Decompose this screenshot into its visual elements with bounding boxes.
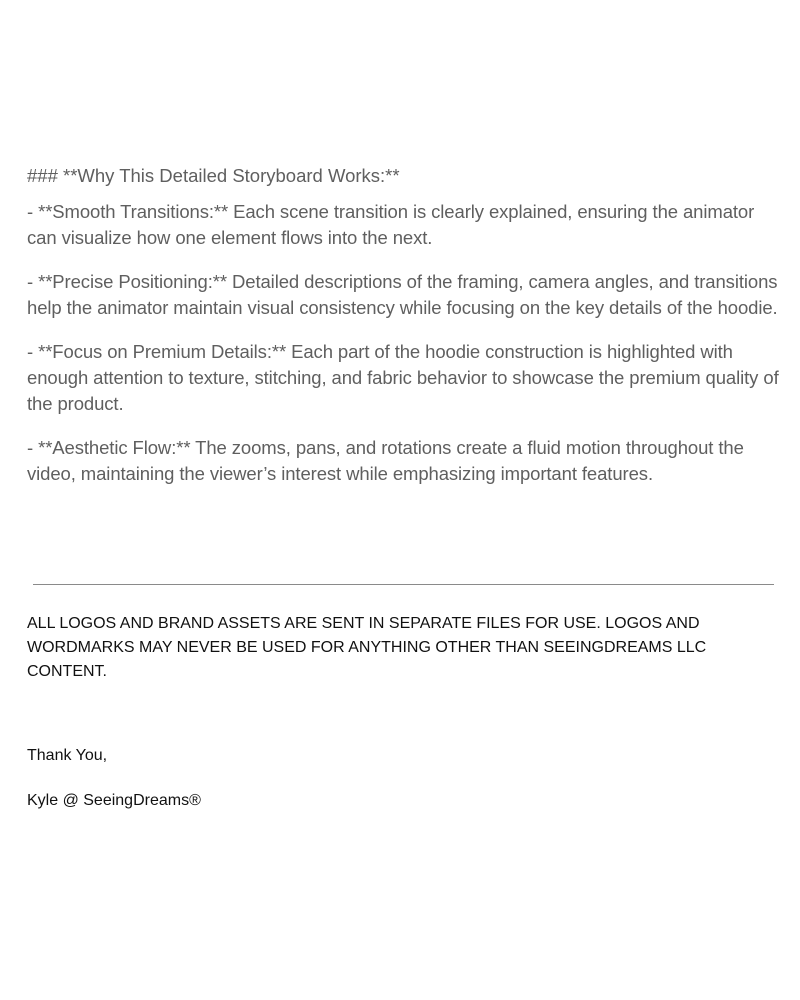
closing-thanks: Thank You, bbox=[27, 747, 108, 764]
signature: Kyle @ SeeingDreams® bbox=[27, 792, 201, 809]
section-heading: ### **Why This Detailed Storyboard Works:** bbox=[27, 165, 400, 186]
paragraph-precise-positioning: - **Precise Positioning:** Detailed descriptions of the framing, camera angles, and transitions help the animator maintain visual consistency while focusing on the key details of the hoodie. bbox=[27, 271, 778, 318]
paragraph-smooth-transitions: - **Smooth Transitions:** Each scene transition is clearly explained, ensuring the animator can visualize how one element flows into the next. bbox=[27, 201, 755, 248]
horizontal-divider bbox=[33, 584, 774, 585]
brand-assets-notice: ALL LOGOS AND BRAND ASSETS ARE SENT IN SEPARATE FILES FOR USE. LOGOS AND WORDMARKS MAY NEVER BE USED FOR ANYTHING OTHER THAN SEEINGDREAMS LLC CONTENT. bbox=[27, 615, 707, 680]
paragraph-aesthetic-flow: - **Aesthetic Flow:** The zooms, pans, and rotations create a fluid motion throughout the video, maintaining the viewer’s interest while emphasizing important features. bbox=[27, 437, 744, 484]
storyboard-summary-section bbox=[27, 163, 779, 505]
paragraph-premium-details: - **Focus on Premium Details:** Each part of the hoodie construction is highlighted with enough attention to texture, stitching, and fabric behavior to showcase the premium quality of the product. bbox=[27, 341, 779, 414]
